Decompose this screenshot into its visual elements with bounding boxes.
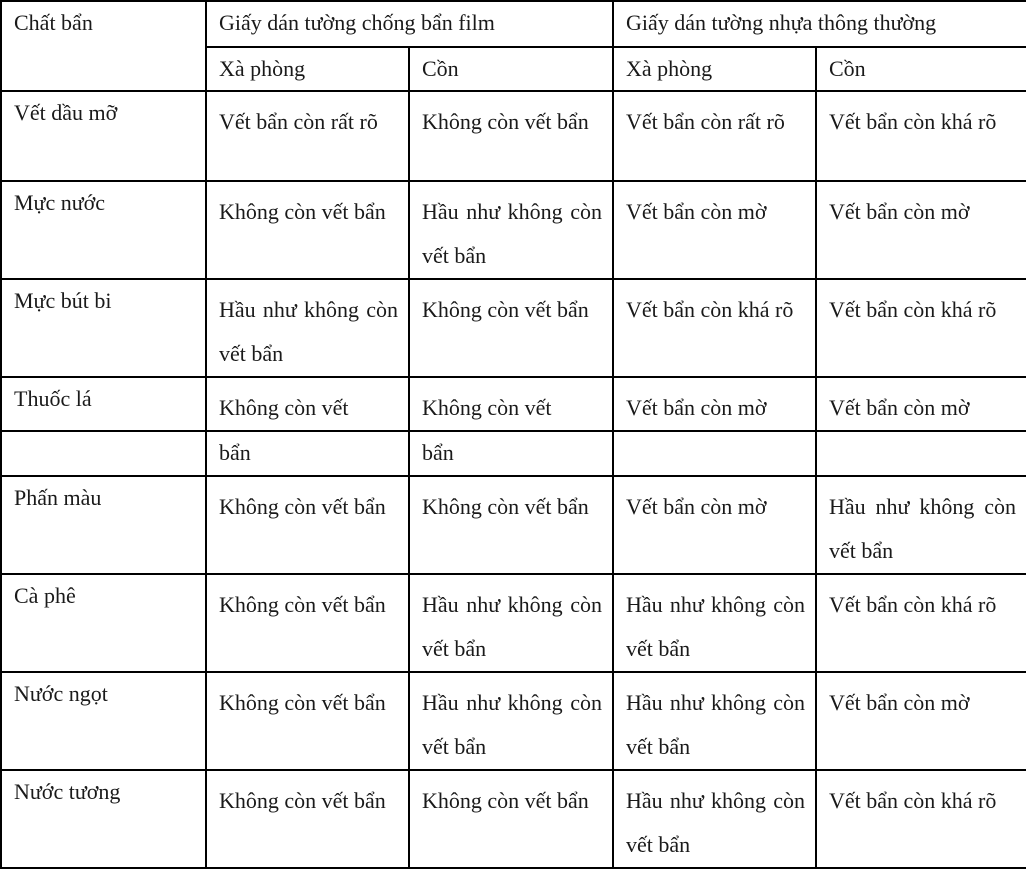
cell-film-soap: Vết bẩn còn rất rõ [206,91,409,181]
row-stain-name: Vết dầu mỡ [1,91,206,181]
header-plastic-alcohol: Cồn [816,47,1026,91]
cell-plastic-alcohol: Vết bẩn còn mờ [816,377,1026,431]
cell-film-alcohol: Hầu như không còn vết bẩn [409,672,613,770]
header-film-wallpaper: Giấy dán tường chống bẩn film [206,1,613,47]
table-row [1,279,1026,377]
cell-film-alcohol: Không còn vết bẩn [409,91,613,181]
cell-plastic-soap: Vết bẩn còn rất rõ [613,91,816,181]
cell-film-alcohol: Hầu như không còn vết bẩn [409,181,613,279]
header-plastic-wallpaper: Giấy dán tường nhựa thông thường [613,1,1026,47]
cell-plastic-alcohol [816,431,1026,476]
cell-plastic-soap [613,431,816,476]
table-row [1,91,1026,181]
cell-plastic-alcohol: Hầu như không còn vết bẩn [816,476,1026,574]
cell-plastic-alcohol: Vết bẩn còn khá rõ [816,574,1026,672]
table-row [1,431,1026,476]
cell-film-soap: bẩn [206,431,409,476]
table-row [1,672,1026,770]
cell-plastic-soap: Vết bẩn còn mờ [613,476,816,574]
cell-plastic-soap: Vết bẩn còn mờ [613,181,816,279]
cell-film-alcohol: Hầu như không còn vết bẩn [409,574,613,672]
cell-plastic-soap: Vết bẩn còn khá rõ [613,279,816,377]
header-plastic-soap: Xà phòng [613,47,816,91]
table-row [1,377,1026,431]
cell-film-soap: Không còn vết bẩn [206,672,409,770]
header-stain: Chất bẩn [1,1,206,91]
cell-plastic-alcohol: Vết bẩn còn khá rõ [816,279,1026,377]
cell-film-soap: Không còn vết bẩn [206,574,409,672]
table-row [1,476,1026,574]
cell-plastic-soap: Hầu như không còn vết bẩn [613,672,816,770]
cell-film-soap: Không còn vết bẩn [206,770,409,868]
header-film-alcohol: Cồn [409,47,613,91]
cell-film-alcohol: bẩn [409,431,613,476]
cell-film-alcohol: Không còn vết bẩn [409,279,613,377]
cell-film-alcohol: Không còn vết bẩn [409,476,613,574]
row-stain-name: Nước ngọt [1,672,206,770]
cell-plastic-alcohol: Vết bẩn còn mờ [816,672,1026,770]
header-row-group [1,1,1026,47]
row-stain-name: Thuốc lá [1,377,206,431]
row-stain-name: Phấn màu [1,476,206,574]
table-row [1,181,1026,279]
table-row [1,770,1026,868]
row-stain-name [1,431,206,476]
cell-film-soap: Không còn vết bẩn [206,476,409,574]
header-film-soap: Xà phòng [206,47,409,91]
cell-film-soap: Hầu như không còn vết bẩn [206,279,409,377]
cell-plastic-soap: Hầu như không còn vết bẩn [613,574,816,672]
table-row [1,574,1026,672]
cell-plastic-alcohol: Vết bẩn còn khá rõ [816,770,1026,868]
row-stain-name: Mực nước [1,181,206,279]
row-stain-name: Cà phê [1,574,206,672]
row-stain-name: Nước tương [1,770,206,868]
row-stain-name: Mực bút bi [1,279,206,377]
cell-film-soap: Không còn vết bẩn [206,181,409,279]
cell-plastic-soap: Hầu như không còn vết bẩn [613,770,816,868]
cell-film-alcohol: Không còn vết bẩn [409,770,613,868]
cell-plastic-alcohol: Vết bẩn còn khá rõ [816,91,1026,181]
cell-film-alcohol: Không còn vết [409,377,613,431]
cell-plastic-alcohol: Vết bẩn còn mờ [816,181,1026,279]
cell-film-soap: Không còn vết [206,377,409,431]
cell-plastic-soap: Vết bẩn còn mờ [613,377,816,431]
